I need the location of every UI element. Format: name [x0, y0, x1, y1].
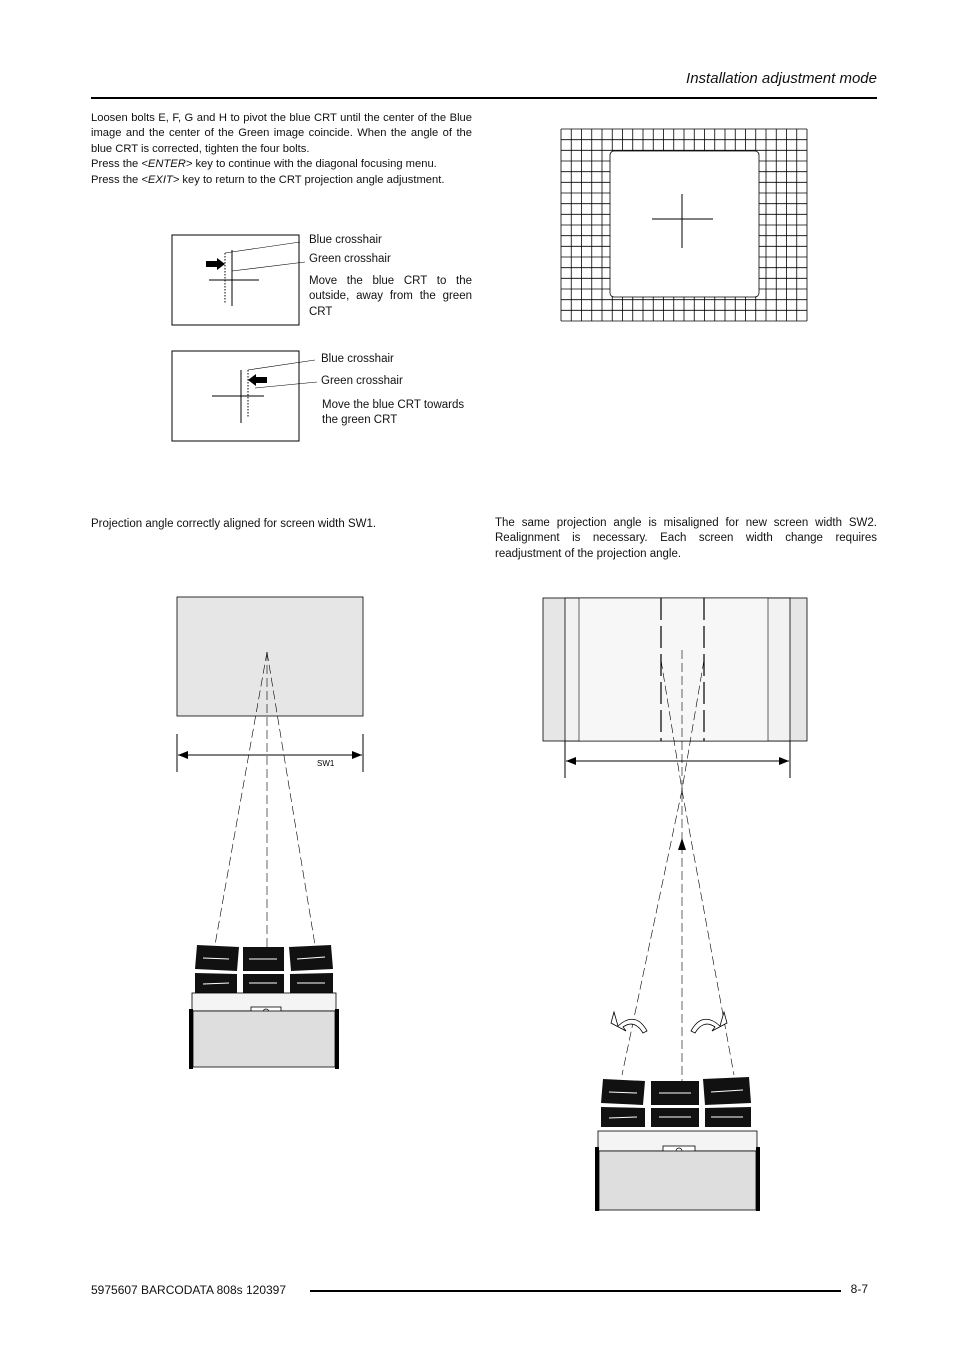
intro-paragraph-3: [91, 173, 472, 188]
intro-paragraph-1: Loosen bolts E, F, G and H to pivot the blue CRT until the center of the Blue image and the center of the Green image coincide. When the angle of the blue CRT is corrected, tighten the four bolts.: [91, 112, 472, 155]
screen-sw1: [177, 597, 363, 716]
sw2-projection-figure: [540, 590, 815, 1220]
intro-text: [91, 111, 472, 188]
right-arrow-icon: [206, 258, 225, 270]
projector-right: [595, 1077, 760, 1211]
diagram2-green-label: Green crosshair: [321, 375, 403, 387]
caption-sw1: Projection angle correctly aligned for screen width SW1.: [91, 518, 377, 530]
intro-p3-pre: Press the: [91, 173, 142, 186]
up-arrow-icon: [678, 838, 686, 850]
diagram2-blue-label: Blue crosshair: [321, 353, 394, 365]
page-number: 8-7: [850, 1282, 868, 1296]
projector-body-right: [599, 1151, 756, 1210]
left-arrow-icon: [248, 374, 267, 386]
footer-rule: [310, 1290, 841, 1292]
header-rule: [91, 97, 877, 99]
diagram1-green-label: Green crosshair: [309, 253, 391, 265]
enter-key-label: <ENTER>: [141, 158, 193, 171]
intro-p2-pre: Press the: [91, 158, 142, 171]
diagram2-note: Move the blue CRT towards the green CRT: [322, 399, 465, 427]
sw1-projection-figure: [170, 590, 370, 1080]
diagram1-blue-label: Blue crosshair: [309, 234, 382, 246]
intro-paragraph-2: [91, 157, 472, 172]
projector-left: [189, 945, 339, 1069]
page-header-title: Installation adjustment mode: [686, 70, 877, 87]
grid-center-window: [610, 151, 759, 297]
convergence-grid-pattern: [560, 128, 808, 322]
rotate-left-arrow-icon: [611, 1012, 647, 1033]
crosshair-diagram-outward: [165, 228, 305, 332]
crt-red: [195, 945, 239, 971]
sw1-label: SW1: [317, 759, 335, 768]
diagram1-note: Move the blue CRT to the outside, away from the green CRT: [309, 275, 472, 318]
projector-body-left: [193, 1011, 335, 1067]
exit-key-label: <EXIT>: [141, 173, 180, 186]
crosshair-diagram-inward: [165, 345, 325, 449]
footer-doc-id: 5975607 BARCODATA 808s 120397: [91, 1283, 287, 1297]
rotate-right-arrow-icon: [691, 1012, 727, 1033]
intro-p2-post: key to continue with the diagonal focusing menu.: [192, 158, 437, 171]
intro-p3-post: key to return to the CRT projection angle adjustment.: [179, 173, 445, 186]
caption-sw2: The same projection angle is misaligned for new screen width SW2. Realignment is necessary. Each screen width change requires readjustment of the projection angle.: [495, 517, 877, 560]
